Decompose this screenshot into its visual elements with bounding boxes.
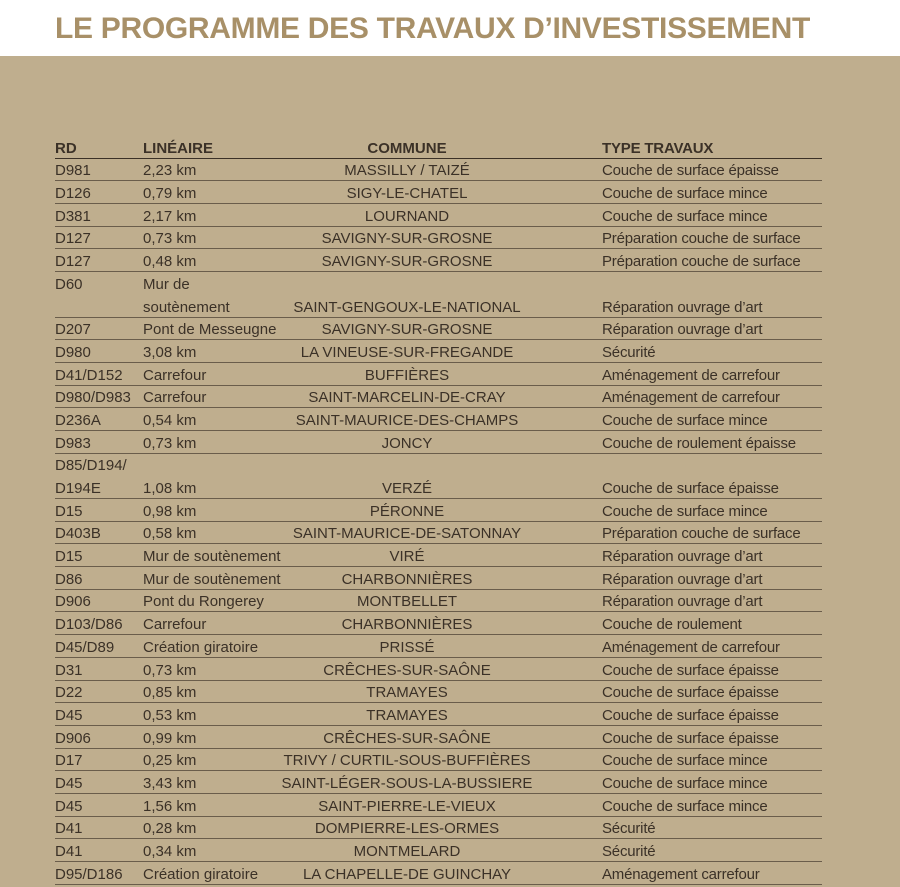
cell-rd: D980/D983 xyxy=(55,389,131,407)
table-row xyxy=(55,476,822,499)
cell-lineaire: 2,17 km xyxy=(143,207,197,225)
cell-type: Aménagement de carrefour xyxy=(602,389,780,407)
cell-commune: SAVIGNY-SUR-GROSNE xyxy=(321,321,493,339)
works-table xyxy=(55,136,822,885)
table-row xyxy=(55,408,822,431)
cell-commune: TRAMAYES xyxy=(366,706,448,724)
cell-rd: D17 xyxy=(55,752,83,770)
page-header xyxy=(0,0,900,56)
cell-rd: D236A xyxy=(55,411,101,429)
cell-commune: CRÊCHES-SUR-SAÔNE xyxy=(323,661,491,679)
table-row xyxy=(55,817,822,840)
cell-lineaire: 0,85 km xyxy=(143,684,197,702)
cell-rd: D127 xyxy=(55,230,91,248)
cell-commune: LA VINEUSE-SUR-FREGANDE xyxy=(300,343,514,361)
cell-type: Couche de surface mince xyxy=(602,207,768,225)
cell-rd: D45/D89 xyxy=(55,638,115,656)
cell-lineaire: 0,73 km xyxy=(143,661,197,679)
cell-rd: D41/D152 xyxy=(55,366,123,384)
cell-type: Réparation ouvrage d’art xyxy=(602,570,763,588)
column-header-type: TYPE TRAVAUX xyxy=(602,139,714,157)
column-header-commune: COMMUNE xyxy=(367,139,447,157)
cell-lineaire: 0,58 km xyxy=(143,525,197,543)
table-row xyxy=(55,204,822,227)
cell-type: Couche de surface épaisse xyxy=(602,162,779,180)
cell-type: Couche de surface mince xyxy=(602,752,768,770)
table-row xyxy=(55,363,822,386)
table-row xyxy=(55,544,822,567)
table-row xyxy=(55,295,822,318)
cell-type: Couche de surface mince xyxy=(602,502,768,520)
cell-lineaire: 2,23 km xyxy=(143,162,197,180)
cell-lineaire: Création giratoire xyxy=(143,638,259,656)
cell-lineaire: 0,28 km xyxy=(143,820,197,838)
cell-rd: D85/D194/ xyxy=(55,457,127,475)
table-row xyxy=(55,771,822,794)
cell-rd: D41 xyxy=(55,843,83,860)
cell-commune: LOURNAND xyxy=(364,207,450,225)
cell-rd: D31 xyxy=(55,661,83,679)
table-row xyxy=(55,726,822,749)
cell-rd: D45 xyxy=(55,774,83,792)
cell-lineaire: Mur de soutènement xyxy=(143,548,281,566)
cell-type: Sécurité xyxy=(602,843,656,860)
cell-lineaire: Mur de soutènement xyxy=(143,570,281,588)
cell-lineaire: Carrefour xyxy=(143,366,207,384)
column-header-lineaire: LINÉAIRE xyxy=(143,139,214,157)
cell-lineaire: soutènement xyxy=(143,298,230,316)
table-row xyxy=(55,522,822,545)
cell-commune: SAINT-MARCELIN-DE-CRAY xyxy=(308,389,506,407)
cell-commune: BUFFIÈRES xyxy=(364,366,450,384)
cell-lineaire: 0,54 km xyxy=(143,411,197,429)
cell-type: Couche de surface épaisse xyxy=(602,706,779,724)
table-row xyxy=(55,612,822,635)
table-row xyxy=(55,862,822,885)
cell-lineaire: 0,73 km xyxy=(143,230,197,248)
table-row xyxy=(55,272,822,295)
cell-lineaire: 0,48 km xyxy=(143,253,197,271)
cell-lineaire: Création giratoire xyxy=(143,865,259,883)
cell-type: Couche de surface épaisse xyxy=(602,661,779,679)
table-row xyxy=(55,499,822,522)
cell-commune: JONCY xyxy=(381,434,433,452)
cell-rd: D126 xyxy=(55,185,91,203)
cell-commune: VERZÉ xyxy=(381,480,433,497)
cell-rd: D60 xyxy=(55,275,83,293)
cell-type: Réparation ouvrage d’art xyxy=(602,548,763,566)
cell-commune: MONTMELARD xyxy=(353,843,461,860)
cell-type: Couche de surface mince xyxy=(602,411,768,429)
cell-rd: D41 xyxy=(55,820,83,838)
cell-lineaire: Pont du Rongerey xyxy=(143,593,264,611)
cell-commune: MONTBELLET xyxy=(356,593,458,611)
cell-rd: D103/D86 xyxy=(55,616,123,634)
table-row xyxy=(55,249,822,272)
cell-type: Aménagement de carrefour xyxy=(602,366,780,384)
table-header-row xyxy=(55,136,822,159)
cell-lineaire: 0,53 km xyxy=(143,706,197,724)
cell-commune: PRISSÉ xyxy=(379,638,435,656)
cell-type: Réparation ouvrage d’art xyxy=(602,593,763,611)
cell-rd: D15 xyxy=(55,548,83,566)
cell-type: Préparation couche de surface xyxy=(602,253,801,271)
table-row xyxy=(55,567,822,590)
table-row xyxy=(55,431,822,454)
cell-commune: CHARBONNIÈRES xyxy=(341,570,473,588)
cell-lineaire: 0,34 km xyxy=(143,843,197,860)
cell-rd: D381 xyxy=(55,207,91,225)
cell-rd: D86 xyxy=(55,570,83,588)
table-row xyxy=(55,386,822,409)
cell-commune: DOMPIERRE-LES-ORMES xyxy=(314,820,500,838)
cell-lineaire: Mur de xyxy=(143,275,190,293)
table-row xyxy=(55,794,822,817)
cell-commune: SAINT-MAURICE-DE-SATONNAY xyxy=(292,525,522,543)
cell-type: Aménagement carrefour xyxy=(602,865,760,883)
cell-type: Aménagement de carrefour xyxy=(602,638,780,656)
cell-rd: D980 xyxy=(55,343,91,361)
column-header-rd: RD xyxy=(55,139,77,157)
table-row xyxy=(55,181,822,204)
cell-type: Couche de surface épaisse xyxy=(602,480,779,497)
table-row xyxy=(55,159,822,182)
cell-lineaire: 0,98 km xyxy=(143,502,197,520)
cell-type: Couche de surface mince xyxy=(602,185,768,203)
cell-type: Réparation ouvrage d’art xyxy=(602,298,763,316)
cell-commune: SAVIGNY-SUR-GROSNE xyxy=(321,253,493,271)
cell-commune: SIGY-LE-CHATEL xyxy=(346,185,468,203)
cell-lineaire: 0,79 km xyxy=(143,185,197,203)
content-panel xyxy=(0,56,900,887)
cell-rd: D403B xyxy=(55,525,101,543)
cell-type: Sécurité xyxy=(602,343,656,361)
table-row xyxy=(55,703,822,726)
cell-rd: D207 xyxy=(55,321,91,339)
cell-rd: D906 xyxy=(55,729,91,747)
cell-rd: D127 xyxy=(55,253,91,271)
cell-type: Couche de surface mince xyxy=(602,774,768,792)
cell-lineaire: Carrefour xyxy=(143,616,207,634)
cell-commune: SAINT-MAURICE-DES-CHAMPS xyxy=(295,411,519,429)
cell-lineaire: Carrefour xyxy=(143,389,207,407)
cell-lineaire: 3,08 km xyxy=(143,343,197,361)
cell-commune: SAVIGNY-SUR-GROSNE xyxy=(321,230,493,248)
cell-commune: MASSILLY / TAIZÉ xyxy=(344,162,470,180)
table-row xyxy=(55,658,822,681)
cell-type: Couche de surface épaisse xyxy=(602,684,779,702)
cell-commune: SAINT-GENGOUX-LE-NATIONAL xyxy=(293,298,521,316)
cell-type: Préparation couche de surface xyxy=(602,525,801,543)
table-row xyxy=(55,749,822,772)
cell-rd: D906 xyxy=(55,593,91,611)
cell-commune: VIRÉ xyxy=(389,548,425,566)
cell-commune: CHARBONNIÈRES xyxy=(341,616,473,634)
cell-lineaire: 0,25 km xyxy=(143,752,197,770)
table-row xyxy=(55,454,822,477)
cell-lineaire: 1,08 km xyxy=(143,480,197,497)
cell-commune: CRÊCHES-SUR-SAÔNE xyxy=(323,729,491,747)
cell-type: Sécurité xyxy=(602,820,656,838)
cell-rd: D45 xyxy=(55,797,83,815)
cell-rd: D983 xyxy=(55,434,91,452)
table-row xyxy=(55,635,822,658)
cell-commune: TRAMAYES xyxy=(366,684,448,702)
table-row xyxy=(55,340,822,363)
table-row xyxy=(55,318,822,341)
cell-lineaire: 3,43 km xyxy=(143,774,197,792)
table-row xyxy=(55,227,822,250)
cell-commune: LA CHAPELLE-DE GUINCHAY xyxy=(302,865,512,883)
cell-lineaire: Pont de Messeugne xyxy=(143,321,277,339)
cell-rd: D194E xyxy=(55,480,101,497)
cell-commune: SAINT-PIERRE-LE-VIEUX xyxy=(318,797,496,815)
cell-commune: TRIVY / CURTIL-SOUS-BUFFIÈRES xyxy=(283,752,531,770)
cell-type: Réparation ouvrage d’art xyxy=(602,321,763,339)
cell-rd: D15 xyxy=(55,502,83,520)
table-row xyxy=(55,590,822,613)
cell-lineaire: 0,73 km xyxy=(143,434,197,452)
cell-type: Couche de roulement xyxy=(602,616,742,634)
cell-type: Couche de roulement épaisse xyxy=(602,434,796,452)
cell-type: Couche de surface mince xyxy=(602,797,768,815)
cell-rd: D95/D186 xyxy=(55,865,123,883)
cell-type: Préparation couche de surface xyxy=(602,230,801,248)
table-row xyxy=(55,839,822,862)
page-title: LE PROGRAMME DES TRAVAUX D’INVESTISSEMENT xyxy=(55,12,810,45)
cell-rd: D45 xyxy=(55,706,83,724)
cell-commune: PÉRONNE xyxy=(369,502,445,520)
table-row xyxy=(55,681,822,704)
cell-lineaire: 1,56 km xyxy=(143,797,197,815)
cell-lineaire: 0,99 km xyxy=(143,729,197,747)
cell-rd: D981 xyxy=(55,162,91,180)
cell-rd: D22 xyxy=(55,684,83,702)
cell-type: Couche de surface épaisse xyxy=(602,729,779,747)
cell-commune: SAINT-LÉGER-SOUS-LA-BUSSIERE xyxy=(281,774,533,792)
